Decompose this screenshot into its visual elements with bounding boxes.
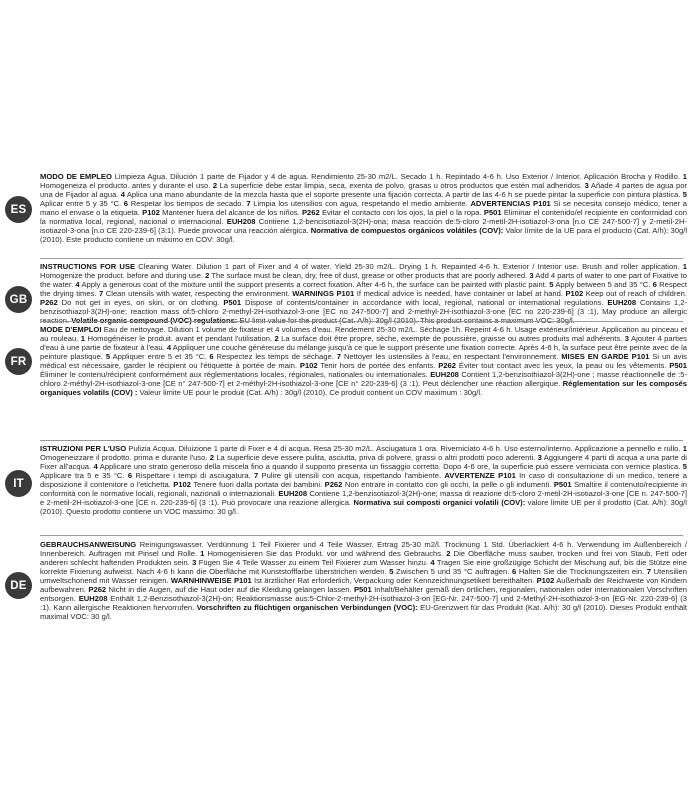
body-text: valore limite UE per il prodotto (Cat. A/h): 30g/l (2010). Questo prodotto contiene un VOC massimo: 30 g/l. [40, 498, 687, 517]
body-text: Aggiungere 4 parti di acqua a una parte di Fixer all'acqua. [40, 453, 687, 472]
body-text: Appliquer entre 5 et 35 °C. [110, 352, 210, 362]
body-text: Außerhalb der Reichweite von Kindern aufbewahren. [40, 576, 687, 595]
body-text: Contiene 1,2-benzisotiazol-3(2H)-one; massa di reazione di:5-cloro 2-metil-2H-isotiazol-3-one [CE n. 247-500-7] e 2-metil-2H-isotiazol-3-one [CE n. 220-239-6] (3 :1). Può provocare una reazione allergica. [40, 489, 687, 508]
bold-term: Vorschriften zu flüchtigen organischen Verbindungen (VOC): [196, 603, 418, 613]
bold-term: P501 [669, 361, 688, 371]
body-text: Limpia los utensilios con agua, respetando el medio ambiente. [250, 199, 471, 209]
body-text: Nettoyer les ustensiles à l'eau, en respectant l'environnement. [341, 352, 562, 362]
bold-term: 6 [127, 471, 133, 481]
bold-term: 4 [166, 343, 172, 353]
bold-term: 3 [624, 334, 629, 344]
body-text: In caso di consultazione di un medico, tenere a disposizione il contenitore o l'etichetta. [40, 471, 687, 490]
body-text: Si un avis médical est nécessaire, garder le récipient ou l'étiquette à portée de main. [40, 352, 687, 371]
language-badge-de: DE [5, 572, 32, 599]
bold-term: 1 [80, 334, 86, 344]
body-text: Aplica una mano abundante de la mezcla hasta que el soporte presente una fijación correcta. A partir de las 4-6 h se puede pintar la superficie con pintura plástica. [124, 190, 683, 200]
body-text: Non entrare in contatto con gli occhi, la pelle o gli indumenti. [342, 480, 554, 490]
bold-term: 3 [529, 271, 534, 281]
body-text: Apply a generous coat of the mixture until the support presents a correct fixation. After 4-6 h, the surface can be painted with plastic paint. [79, 280, 550, 290]
body-text: Si se necesita consejo médico, tener a mano el envase o la etiqueta. [40, 199, 687, 218]
bold-term: ADVERTENCIAS P101 [470, 199, 551, 209]
bold-term: 7 [646, 567, 652, 577]
body-text: Homogénéiser le produit. avant et pendant l'utilisation. [85, 334, 275, 344]
body-text: Respectez les temps de séchage. [213, 352, 337, 362]
body-text: Zwischen 5 und 35 °C auftragen. [393, 567, 512, 577]
body-text: Homogenisieren Sie das Produkt. vor und während des Gebrauchs. [204, 549, 447, 559]
body-text: Fügen Sie 4 Teile Wasser zu einem Teil Fixierer zum Wasser hinzu. [196, 558, 431, 568]
bold-term: MODO DE EMPLEO [40, 172, 112, 181]
bold-term: 4 [120, 190, 125, 200]
bold-term: P102 [299, 361, 318, 371]
bold-term: 7 [99, 289, 104, 299]
bold-term: 6 [123, 199, 129, 209]
body-text: Pulizia Acqua. Diluizione 1 parte di Fixer e 4 di acqua. Resa 25-30 m2/L. Asciugatura 1 ora. Riverniciato 4-6 h. Uso esterno/interno. Applicazione a pennello e rullo. [126, 444, 683, 453]
body-text: Eliminar el contenido/el recipiente en conformidad con la normativa local, regional, nacional o internacional. [40, 208, 687, 227]
bold-term: 1 [682, 172, 687, 181]
language-badge-it: IT [5, 470, 32, 497]
bold-term: 5 [682, 462, 687, 472]
bold-term: EUH208 [78, 594, 108, 604]
language-badge-es: ES [5, 196, 32, 223]
bold-term: 2 [446, 549, 451, 559]
bold-term: 1 [200, 549, 205, 559]
bold-term: ISTRUZIONI PER L'USO [40, 444, 127, 453]
body-text: Apply between 5 and 35 °C. [553, 280, 653, 290]
body-text: Applicare uno strato generoso della miscela fino a quando il supporto presenta un fissaggio corretto. Dopo 4-6 ore, la superficie può essere verniciata con vernice plastica. [97, 462, 683, 472]
body-text: Clean utensils with water, respecting the environment. [103, 289, 293, 299]
section-divider [40, 535, 683, 536]
body-text: EU-Grenzwert für das Produkt (Kat. A/h): 30 g/l (2010). Dieses Produkt enthält maximal VOC: 30 g/l. [40, 603, 687, 622]
bold-term: P102 [565, 289, 584, 299]
bold-term: 5 [105, 352, 111, 362]
bold-term: EUH208 [278, 489, 308, 499]
body-text: Valor límite de la UE para el producto (Cat. A/h): 30g/l (2010). Este producto contiene un máximo en COV: 30g/l. [40, 226, 688, 245]
bold-term: MISES EN GARDE P101 [561, 352, 650, 362]
bold-term: P262 [301, 208, 320, 218]
bold-term: 7 [254, 471, 259, 481]
body-text: Valeur limite UE pour le produit (Cat. A/h) : 30g/l (2010). Ce produit contient un COV maximum : 30g/l. [137, 388, 483, 398]
bold-term: Normativa sui composti organici volatili (COV): [353, 498, 526, 508]
section-divider [40, 440, 683, 441]
body-text: Cleaning Water. Dilution 1 part of Fixer and 4 of water. Yield 25-30 m2/L. Drying 1 h. Repainted 4-6 h. Exterior / Interior use. Brush and roller application. [135, 262, 683, 271]
body-text: Halten Sie die Trocknungszeiten ein. [516, 567, 647, 577]
instructions-text-es [40, 172, 687, 244]
body-text: Homogeneiza el producto. antes y durante el uso. [40, 181, 213, 191]
body-text: Inhalt/Behälter gemäß den örtlichen, regionalen, nationalen oder internationalen Vorschriften entsorgen. [40, 585, 687, 604]
language-badge-gb: GB [5, 286, 32, 313]
instructions-text-fr [40, 325, 687, 397]
body-text: Nicht in die Augen, auf die Haut oder auf die Kleidung gelangen lassen. [106, 585, 354, 595]
language-badge-fr: FR [5, 348, 32, 375]
body-text: Añade 4 partes de agua por una de Fijador al agua. [40, 181, 687, 200]
body-text: La superficie debe estar limpia, seca, exenta de polvo, grasas u otros productos que estén mal adheridos. [217, 181, 585, 191]
bold-term: 2 [212, 181, 218, 191]
body-text: EU limit value for the product (Cat. A/h): 30g/l (2010). This product contains a maximum VOC: 30g/l. [237, 316, 575, 326]
bold-term: 7 [336, 352, 341, 362]
body-text: Pulire gli utensili con acqua, rispettando l'ambiente. [258, 471, 445, 481]
body-text: Aplicar entre 5 y 35 °C. [40, 199, 124, 209]
body-text: La superficie deve essere pulita, asciutta, priva di polvere, grassi o altri prodotti poco aderenti. [214, 453, 538, 463]
body-text: Éviter tout contact avec les yeux, la peau ou les vêtements. [455, 361, 670, 371]
body-text: Éliminer le contenu/récipient conformément aux réglementations locales, régionales, nationales ou internationales. [40, 370, 431, 380]
bold-term: 6 [209, 352, 214, 362]
bold-term: 3 [192, 558, 197, 568]
body-text: The surface must be clean, dry, free of dust, grease or other products that are poorly adhered. [209, 271, 530, 281]
bold-term: 7 [246, 199, 251, 209]
instructions-text-gb [40, 262, 687, 325]
body-text: Rispettare i tempi di asciugatura. [132, 471, 254, 481]
bold-term: EUH208 [430, 370, 459, 380]
bold-term: 4 [430, 558, 435, 568]
bold-term: INSTRUCTIONS FOR USE [40, 262, 136, 271]
body-text: Add 4 parts of water to one part of Fixative to the water. [40, 271, 687, 290]
body-text: Applicare tra 5 e 35 °C. [40, 471, 128, 481]
bold-term: Réglementation sur les composés organiques volatils (COV) : [40, 379, 687, 398]
body-text: Respect the drying times. [40, 280, 687, 299]
body-text: Ist ärztlicher Rat erforderlich, Verpackung oder Kennzeichnungsetikett bereithalten. [251, 576, 537, 586]
bold-term: 4 [75, 280, 80, 290]
body-text: Die Oberfläche muss sauber, trocken und frei von Staub, Fett oder anderen schlecht haftenden Produkten sein. [40, 549, 688, 568]
body-text: Smaltire il contenuto/recipiente in conformità con le normative locali, regionali, nazionali o internazionali. [40, 480, 687, 499]
bold-term: AVVERTENZE P101 [444, 471, 516, 481]
instructions-text-de [40, 540, 687, 621]
body-text: Tragen Sie eine großzügige Schicht der Mischung auf, bis die Stütze eine korrekte Fixierung aufweist. Nach 4-6 h kann die Oberfläche mit Kunststofffarbe überstrichen werden. [40, 558, 687, 577]
bold-term: 6 [511, 567, 517, 577]
bold-term: Volatile organic compound (VOC) regulations: [71, 316, 238, 326]
body-text: Do not get in eyes, on skin, or on clothing. [57, 298, 224, 308]
bold-term: MODE D'EMPLOI [40, 325, 102, 334]
instructions-text-it [40, 444, 687, 516]
bold-term: Normativa de compuestos orgánicos volátiles (COV): [310, 226, 504, 236]
bold-term: 2 [274, 334, 279, 344]
bold-term: P262 [88, 585, 107, 595]
bold-term: P501 [553, 480, 572, 490]
bold-term: WARNINGS P101 [292, 289, 355, 299]
body-text: Eau de nettoyage. Dilution 1 volume de fixateur et 4 volumes d'eau. Rendement 25-30 m2/L. Séchage 1h. Repeint 4-6 h. Usage extérieur/intérieur. Application au pinceau et au rouleau. [40, 325, 687, 344]
body-text: Contains 1,2-benzisothiazol-3(2H)-one; reaction mass of:5-chloro 2-methyl-2H-isothiazol-3-one [EC no 247-500-7] and 2-methyl-2H-isothiazol-3-one [EC no 220-239-6] (3 :1), May produce an allergic reaction. [40, 298, 687, 326]
body-text: Ajouter 4 parties d'eau à une partie de fixateur à l'eau. [40, 334, 687, 353]
bold-term: 5 [549, 280, 554, 290]
body-text: Tenere fuori dalla portata dei bambini. [191, 480, 325, 490]
bold-term: 3 [537, 453, 542, 463]
section-divider [40, 321, 683, 322]
bold-term: P102 [142, 208, 160, 218]
body-text: Enthält 1,2-Benzisothiazol-3(2H)-on; Reaktionsmasse aus:5-Chlor-2-methyl-2H-isothiazol-3-on [EG-Nr. 247-500-7] und 2-Methyl-2H-isothiazol-3-on [EG-Nr. 220-239-6] (3 :1). Kann allergische Reaktionen hervorrufen. [40, 594, 687, 613]
bold-term: GEBRAUCHSANWEISUNG [40, 540, 137, 549]
body-text: Homogenize the product. before and during use. [40, 271, 206, 281]
section-divider [40, 258, 683, 259]
bold-term: 1 [682, 262, 687, 271]
bold-term: P501 [353, 585, 372, 595]
body-text: Contiene 1,2-bencisotiazol-3(2H)-ona; masa reacción de:5-cloro 2-metil-2H-isotiazol-3-ona [n.o CE 247-500-7] y 2-metil-2H-isotiazol-3-ona [n.o CE 220-239-6] (3:1). Puede provocar una reacción alérgica. [40, 217, 687, 236]
bold-term: P501 [223, 298, 242, 308]
body-text: Keep out of reach of children. [583, 289, 687, 299]
bold-term: 4 [93, 462, 98, 472]
bold-term: 5 [682, 190, 687, 200]
body-text: Evitar el contacto con los ojos, la piel o la ropa. [319, 208, 484, 218]
bold-term: EUH208 [226, 217, 256, 227]
bold-term: P262 [324, 480, 343, 490]
bold-term: 2 [205, 271, 210, 281]
body-text: If medical advice is needed, have container or label at hand. [354, 289, 566, 299]
bold-term: P501 [483, 208, 502, 218]
body-text: Contient 1,2-benzisothiazol-3(2H)-one ; masse réactionnelle de :5-chloro 2-méthyl-2H-isothiazol-3-one [CE n° 247-500-7] et 2-méthyl-2H-isothiazol-3-one [CE n° 220-239-6] (3 :1). Peut déclencher une réaction allergique. [40, 370, 687, 389]
bold-term: P262 [438, 361, 456, 371]
bold-term: 5 [389, 567, 394, 577]
body-text: Omogeneizzare il prodotto. prima e durante l'uso. [40, 453, 210, 463]
body-text: Limpieza Agua. Dilución 1 parte de Fijador y 4 de agua. Rendimiento 25-30 m2/L. Secado 1 h. Repintado 4-6 h. Uso Exterior / Interior. Aplicación Brocha y Rodillo. [111, 172, 683, 181]
body-text: Respetar los tiempos de secado. [128, 199, 247, 209]
bold-term: EUH208 [607, 298, 637, 308]
body-text: Reinigungswasser. Verdünnung 1 Teil Fixierer und 4 Teile Wasser. Ertrag 25-30 m2/l. Trocknung 1 Std. Überlackiert 4-6 h. Verwendung im Außenbereich / Innenbereich. Auftragen mit Pinsel und Rolle. [40, 540, 687, 559]
bold-term: 2 [209, 453, 214, 463]
bold-term: P102 [536, 576, 555, 586]
body-text: Mantener fuera del alcance de los niños. [159, 208, 302, 218]
bold-term: P262 [40, 298, 58, 308]
bold-term: 1 [682, 444, 688, 453]
bold-term: P102 [173, 480, 191, 490]
bold-term: WARNHINWEISE P101 [170, 576, 252, 586]
body-text: Appliquer une couche généreuse du mélange jusqu'à ce que le support présente une fixation correcte. Après 4-6 h, la surface peut être peinte avec de la peinture plastique. [40, 343, 687, 362]
body-text: Utensilien umweltschonend mit Wasser reinigen. [40, 567, 687, 586]
bold-term: 3 [584, 181, 589, 191]
bold-term: 6 [652, 280, 657, 290]
body-text: Dispose of contents/container in accordance with local, regional, national or international regulations. [241, 298, 608, 308]
body-text: La surface doit être propre, sèche, exempte de poussière, graisse ou autres produits mal adhérents. [278, 334, 625, 344]
body-text: Tenir hors de portée des enfants. [317, 361, 439, 371]
